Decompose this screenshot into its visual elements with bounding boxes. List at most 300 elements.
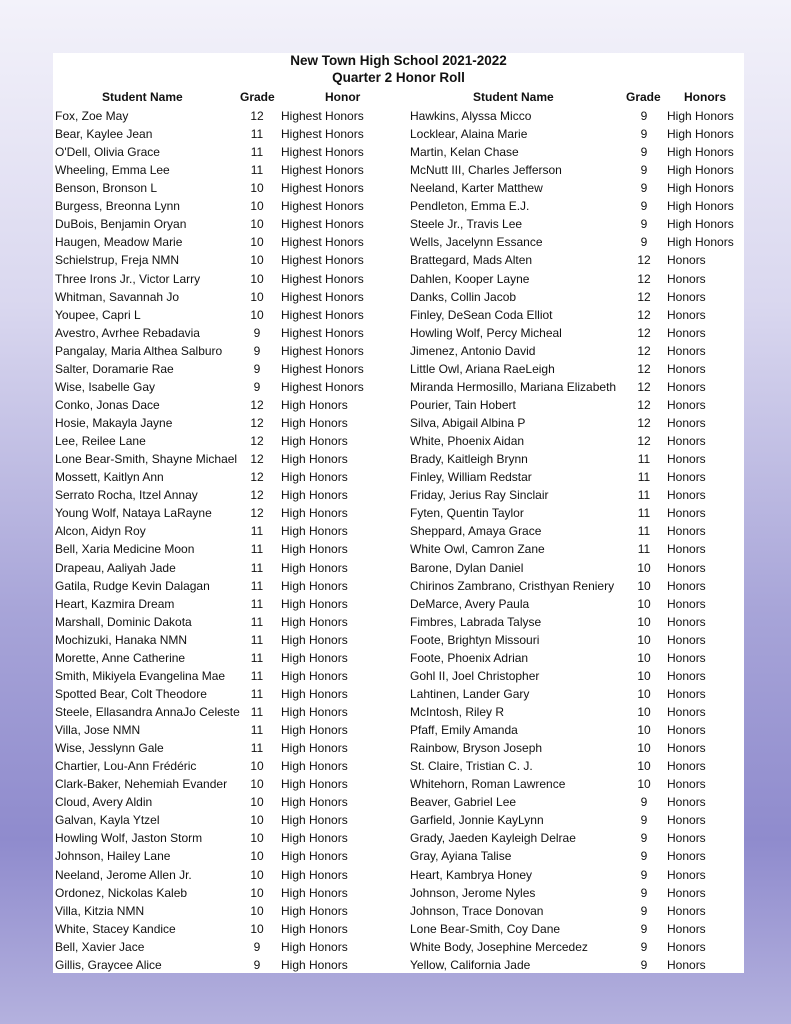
student-name-left: Salter, Doramarie Rae xyxy=(55,361,174,376)
honor-left: High Honors xyxy=(281,704,348,719)
student-name-right: Martin, Kelan Chase xyxy=(410,145,519,160)
student-name-left: Mochizuki, Hanaka NMN xyxy=(55,632,188,647)
honor-right: Honors xyxy=(667,560,706,575)
honor-right: Honors xyxy=(667,488,706,503)
student-name-left: Youpee, Capri L xyxy=(55,307,141,322)
grade-left: 12 xyxy=(250,470,264,485)
student-name-right: Beaver, Gabriel Lee xyxy=(410,795,517,810)
table-row xyxy=(53,450,744,468)
student-name-right: Lahtinen, Lander Gary xyxy=(410,686,530,701)
honor-left: High Honors xyxy=(281,614,348,629)
honor-left: High Honors xyxy=(281,632,348,647)
student-name-left: Villa, Kitzia NMN xyxy=(55,903,145,918)
grade-right: 10 xyxy=(637,777,651,792)
grade-left: 11 xyxy=(250,723,264,738)
honor-right: Honors xyxy=(667,795,706,810)
table-row xyxy=(53,902,744,920)
table-row xyxy=(53,215,744,233)
grade-right: 11 xyxy=(637,506,651,521)
honor-right: Honors xyxy=(667,831,706,846)
honor-right: High Honors xyxy=(667,127,734,142)
grade-right: 12 xyxy=(637,397,651,412)
table-row xyxy=(53,559,744,577)
honor-left: Highest Honors xyxy=(281,127,364,142)
honor-left: High Honors xyxy=(281,741,348,756)
table-row xyxy=(53,685,744,703)
table-row xyxy=(53,775,744,793)
table-row xyxy=(53,595,744,613)
student-name-right: Pendleton, Emma E.J. xyxy=(410,199,530,214)
table-row xyxy=(53,197,744,215)
grade-right: 10 xyxy=(637,759,651,774)
honor-right: Honors xyxy=(667,289,706,304)
grade-right: 9 xyxy=(640,109,648,123)
student-name-right: Foote, Brightyn Missouri xyxy=(410,632,540,647)
honor-left: High Honors xyxy=(281,813,348,828)
table-row xyxy=(53,143,744,161)
student-name-left: Clark-Baker, Nehemiah Evander xyxy=(55,777,228,792)
student-name-left: DuBois, Benjamin Oryan xyxy=(55,217,187,232)
student-name-right: Finley, William Redstar xyxy=(410,470,532,485)
table-row xyxy=(53,306,744,324)
student-name-right: Brattegard, Mads Alten xyxy=(410,253,533,268)
header-grade-right: Grade xyxy=(626,90,661,104)
grade-right: 10 xyxy=(637,614,651,629)
honor-right: Honors xyxy=(667,578,706,593)
honor-left: Highest Honors xyxy=(281,235,364,250)
grade-left: 9 xyxy=(253,343,261,358)
table-row xyxy=(53,414,744,432)
honor-left: High Honors xyxy=(281,650,348,665)
student-name-right: Friday, Jerius Ray Sinclair xyxy=(410,488,549,503)
grade-left: 12 xyxy=(250,109,264,123)
table-row xyxy=(53,956,744,974)
grade-right: 10 xyxy=(637,632,651,647)
honor-left: High Honors xyxy=(281,506,348,521)
student-name-left: Wheeling, Emma Lee xyxy=(55,163,170,178)
honor-left: Highest Honors xyxy=(281,181,364,196)
grade-left: 10 xyxy=(250,921,264,936)
student-name-left: Bell, Xavier Jace xyxy=(55,939,145,954)
table-row xyxy=(53,396,744,414)
grade-left: 10 xyxy=(250,289,264,304)
student-name-left: Chartier, Lou-Ann Frédéric xyxy=(55,759,197,774)
student-name-left: Fox, Zoe May xyxy=(55,109,129,123)
student-name-right: Sheppard, Amaya Grace xyxy=(410,524,542,539)
honor-right: Honors xyxy=(667,741,706,756)
student-name-left: Gillis, Graycee Alice xyxy=(55,957,162,972)
honor-left: High Honors xyxy=(281,668,348,683)
student-name-left: Steele, Ellasandra AnnaJo Celeste xyxy=(55,704,240,719)
document-subtitle: Quarter 2 Honor Roll xyxy=(332,70,465,85)
grade-right: 10 xyxy=(637,668,651,683)
grade-right: 9 xyxy=(640,181,648,196)
table-row xyxy=(53,107,744,125)
honor-right: High Honors xyxy=(667,181,734,196)
student-name-right: DeMarce, Avery Paula xyxy=(410,596,530,611)
student-name-right: White Owl, Camron Zane xyxy=(410,542,545,557)
grade-right: 10 xyxy=(637,704,651,719)
grade-left: 10 xyxy=(250,217,264,232)
grade-right: 10 xyxy=(637,578,651,593)
grade-left: 11 xyxy=(250,668,264,683)
grade-right: 11 xyxy=(637,542,651,557)
grade-left: 11 xyxy=(250,163,264,178)
grade-left: 10 xyxy=(250,271,264,286)
table-row xyxy=(53,631,744,649)
honor-right: Honors xyxy=(667,813,706,828)
honor-left: High Honors xyxy=(281,903,348,918)
grade-right: 12 xyxy=(637,361,651,376)
honor-left: High Honors xyxy=(281,560,348,575)
honor-right: High Honors xyxy=(667,163,734,178)
honor-left: High Honors xyxy=(281,957,348,972)
grade-left: 12 xyxy=(250,434,264,449)
grade-right: 11 xyxy=(637,470,651,485)
honor-right: Honors xyxy=(667,921,706,936)
grade-right: 12 xyxy=(637,434,651,449)
student-name-right: Johnson, Trace Donovan xyxy=(410,903,544,918)
document-title: New Town High School 2021-2022 xyxy=(290,53,507,68)
table-row xyxy=(53,667,744,685)
student-name-right: Fyten, Quentin Taylor xyxy=(410,506,524,521)
grade-right: 12 xyxy=(637,416,651,431)
student-name-right: Gohl II, Joel Christopher xyxy=(410,668,540,683)
honor-left: High Honors xyxy=(281,723,348,738)
student-name-left: Avestro, Avrhee Rebadavia xyxy=(55,325,200,340)
student-name-right: Finley, DeSean Coda Elliot xyxy=(410,307,553,322)
student-name-left: Galvan, Kayla Ytzel xyxy=(55,813,160,828)
student-name-left: Mossett, Kaitlyn Ann xyxy=(55,470,164,485)
student-name-left: Villa, Jose NMN xyxy=(55,723,141,738)
honor-right: Honors xyxy=(667,885,706,900)
honor-right: Honors xyxy=(667,849,706,864)
table-row xyxy=(53,432,744,450)
honor-right: Honors xyxy=(667,777,706,792)
honor-left: High Honors xyxy=(281,759,348,774)
honor-roll-sheet xyxy=(53,53,744,973)
student-name-right: Danks, Collin Jacob xyxy=(410,289,517,304)
student-name-left: Cloud, Avery Aldin xyxy=(55,795,153,810)
grade-left: 10 xyxy=(250,831,264,846)
honor-left: Highest Honors xyxy=(281,379,364,394)
honor-left: Highest Honors xyxy=(281,145,364,160)
honor-left: High Honors xyxy=(281,452,348,467)
honor-left: High Honors xyxy=(281,831,348,846)
grade-left: 12 xyxy=(250,416,264,431)
honor-right: Honors xyxy=(667,307,706,322)
grade-left: 11 xyxy=(250,524,264,539)
grade-left: 10 xyxy=(250,813,264,828)
student-name-right: Whitehorn, Roman Lawrence xyxy=(410,777,566,792)
student-name-left: Spotted Bear, Colt Theodore xyxy=(55,686,207,701)
student-name-left: Pangalay, Maria Althea Salburo xyxy=(55,343,223,358)
table-row xyxy=(53,161,744,179)
student-name-right: McIntosh, Riley R xyxy=(410,704,505,719)
honor-right: Honors xyxy=(667,542,706,557)
honor-left: High Honors xyxy=(281,434,348,449)
student-name-right: Barone, Dylan Daniel xyxy=(410,560,524,575)
student-name-left: Lone Bear-Smith, Shayne Michael xyxy=(55,452,238,467)
student-name-right: Pfaff, Emily Amanda xyxy=(410,723,518,738)
honor-right: High Honors xyxy=(667,199,734,214)
student-name-left: Bell, Xaria Medicine Moon xyxy=(55,542,195,557)
student-name-right: Silva, Abigail Albina P xyxy=(410,416,526,431)
table-row xyxy=(53,829,744,847)
grade-left: 10 xyxy=(250,307,264,322)
grade-left: 10 xyxy=(250,777,264,792)
grade-left: 12 xyxy=(250,397,264,412)
grade-left: 9 xyxy=(253,379,261,394)
grade-right: 9 xyxy=(640,885,648,900)
student-name-right: Chirinos Zambrano, Cristhyan Reniery xyxy=(410,578,615,593)
honor-right: Honors xyxy=(667,723,706,738)
grade-left: 11 xyxy=(250,560,264,575)
honor-right: Honors xyxy=(667,271,706,286)
student-name-left: Alcon, Aidyn Roy xyxy=(55,524,146,539)
student-name-left: Neeland, Jerome Allen Jr. xyxy=(55,867,192,882)
grade-left: 11 xyxy=(250,741,264,756)
student-name-right: Jimenez, Antonio David xyxy=(410,343,536,358)
student-name-left: Lee, Reilee Lane xyxy=(55,434,146,449)
table-row xyxy=(53,649,744,667)
grade-right: 12 xyxy=(637,271,651,286)
student-name-right: Grady, Jaeden Kayleigh Delrae xyxy=(410,831,576,846)
student-name-right: Neeland, Karter Matthew xyxy=(410,181,543,196)
table-row xyxy=(53,920,744,938)
student-name-right: Wells, Jacelynn Essance xyxy=(410,235,543,250)
honor-left: High Honors xyxy=(281,416,348,431)
student-name-right: Little Owl, Ariana RaeLeigh xyxy=(410,361,555,376)
grade-left: 10 xyxy=(250,253,264,268)
honor-right: High Honors xyxy=(667,145,734,160)
student-name-left: Howling Wolf, Jaston Storm xyxy=(55,831,203,846)
student-name-left: Three Irons Jr., Victor Larry xyxy=(55,271,201,286)
header-honors-right: Honors xyxy=(684,90,726,104)
student-name-left: Serrato Rocha, Itzel Annay xyxy=(55,488,198,503)
grade-left: 10 xyxy=(250,885,264,900)
student-name-left: Drapeau, Aaliyah Jade xyxy=(55,560,176,575)
header-honor-left: Honor xyxy=(325,90,361,104)
honor-left: Highest Honors xyxy=(281,343,364,358)
grade-left: 12 xyxy=(250,506,264,521)
grade-left: 11 xyxy=(250,650,264,665)
student-name-right: Hawkins, Alyssa Micco xyxy=(410,109,532,123)
grade-right: 10 xyxy=(637,741,651,756)
grade-left: 11 xyxy=(250,632,264,647)
grade-right: 9 xyxy=(640,921,648,936)
table-row xyxy=(53,360,744,378)
honor-right: Honors xyxy=(667,867,706,882)
student-name-right: Johnson, Jerome Nyles xyxy=(410,885,536,900)
grade-right: 9 xyxy=(640,145,648,160)
student-name-right: White Body, Josephine Mercedez xyxy=(410,939,588,954)
grade-right: 12 xyxy=(637,289,651,304)
honor-right: Honors xyxy=(667,957,706,972)
grade-right: 12 xyxy=(637,253,651,268)
table-row xyxy=(53,793,744,811)
student-name-right: Gray, Ayiana Talise xyxy=(410,849,512,864)
student-name-left: White, Stacey Kandice xyxy=(55,921,176,936)
header-student-name-right: Student Name xyxy=(473,90,554,104)
grade-right: 9 xyxy=(640,813,648,828)
student-name-right: St. Claire, Tristian C. J. xyxy=(410,759,533,774)
honor-right: Honors xyxy=(667,452,706,467)
student-name-left: Young Wolf, Nataya LaRayne xyxy=(55,506,212,521)
table-row xyxy=(53,486,744,504)
student-name-right: Rainbow, Bryson Joseph xyxy=(410,741,543,756)
honor-right: Honors xyxy=(667,686,706,701)
student-name-right: Locklear, Alaina Marie xyxy=(410,127,528,142)
grade-left: 11 xyxy=(250,614,264,629)
honor-left: Highest Honors xyxy=(281,307,364,322)
student-name-right: Steele Jr., Travis Lee xyxy=(410,217,523,232)
student-name-left: Benson, Bronson L xyxy=(55,181,158,196)
student-name-right: McNutt III, Charles Jefferson xyxy=(410,163,562,178)
honor-right: Honors xyxy=(667,939,706,954)
table-row xyxy=(53,324,744,342)
grade-right: 10 xyxy=(637,723,651,738)
table-row xyxy=(53,270,744,288)
grade-right: 9 xyxy=(640,867,648,882)
student-name-left: Burgess, Breonna Lynn xyxy=(55,199,180,214)
grade-right: 9 xyxy=(640,163,648,178)
student-name-left: Morette, Anne Catherine xyxy=(55,650,186,665)
grade-left: 12 xyxy=(250,488,264,503)
grade-left: 9 xyxy=(253,361,261,376)
honor-right: Honors xyxy=(667,903,706,918)
honor-left: High Honors xyxy=(281,849,348,864)
grade-left: 11 xyxy=(250,145,264,160)
grade-right: 10 xyxy=(637,560,651,575)
grade-left: 9 xyxy=(253,325,261,340)
honor-left: High Honors xyxy=(281,397,348,412)
honor-right: Honors xyxy=(667,397,706,412)
student-name-right: Howling Wolf, Percy Micheal xyxy=(410,325,562,340)
grade-left: 11 xyxy=(250,686,264,701)
table-row xyxy=(53,847,744,865)
honor-left: High Honors xyxy=(281,885,348,900)
grade-left: 11 xyxy=(250,127,264,142)
honor-left: Highest Honors xyxy=(281,289,364,304)
table-row xyxy=(53,251,744,269)
grade-left: 11 xyxy=(250,578,264,593)
grade-right: 11 xyxy=(637,488,651,503)
honor-right: High Honors xyxy=(667,235,734,250)
honor-right: Honors xyxy=(667,614,706,629)
honor-left: High Honors xyxy=(281,921,348,936)
grade-left: 10 xyxy=(250,903,264,918)
honor-right: Honors xyxy=(667,668,706,683)
grade-left: 12 xyxy=(250,452,264,467)
grade-right: 10 xyxy=(637,686,651,701)
honor-left: Highest Honors xyxy=(281,361,364,376)
honor-left: High Honors xyxy=(281,686,348,701)
student-name-right: Foote, Phoenix Adrian xyxy=(410,650,529,665)
grade-right: 12 xyxy=(637,343,651,358)
grade-right: 10 xyxy=(637,596,651,611)
honor-right: Honors xyxy=(667,650,706,665)
table-row xyxy=(53,504,744,522)
student-name-right: Yellow, California Jade xyxy=(410,957,531,972)
student-name-right: Miranda Hermosillo, Mariana Elizabeth xyxy=(410,379,617,394)
grade-right: 12 xyxy=(637,307,651,322)
grade-left: 10 xyxy=(250,235,264,250)
student-name-left: Schielstrup, Freja NMN xyxy=(55,253,180,268)
honor-left: Highest Honors xyxy=(281,325,364,340)
table-row xyxy=(53,757,744,775)
student-name-right: Fimbres, Labrada Talyse xyxy=(410,614,542,629)
honor-right: Honors xyxy=(667,343,706,358)
table-row xyxy=(53,540,744,558)
table-row xyxy=(53,739,744,757)
student-name-left: Whitman, Savannah Jo xyxy=(55,289,180,304)
honor-right: Honors xyxy=(667,434,706,449)
honor-right: Honors xyxy=(667,361,706,376)
grade-left: 11 xyxy=(250,704,264,719)
honor-right: Honors xyxy=(667,506,706,521)
grade-left: 10 xyxy=(250,759,264,774)
student-name-right: Brady, Kaitleigh Brynn xyxy=(410,452,528,467)
student-name-left: Conko, Jonas Dace xyxy=(55,397,160,412)
table-row xyxy=(53,811,744,829)
student-name-left: Wise, Isabelle Gay xyxy=(55,379,156,394)
honor-right: Honors xyxy=(667,524,706,539)
table-row xyxy=(53,179,744,197)
honor-left: High Honors xyxy=(281,488,348,503)
table-row xyxy=(53,522,744,540)
grade-right: 9 xyxy=(640,795,648,810)
table-row xyxy=(53,721,744,739)
honor-right: Honors xyxy=(667,470,706,485)
table-row xyxy=(53,938,744,956)
student-name-right: White, Phoenix Aidan xyxy=(410,434,525,449)
student-name-left: Hosie, Makayla Jayne xyxy=(55,416,173,431)
grade-left: 9 xyxy=(253,957,261,972)
student-name-left: Haugen, Meadow Marie xyxy=(55,235,183,250)
table-row xyxy=(53,125,744,143)
honor-right: Honors xyxy=(667,325,706,340)
grade-left: 10 xyxy=(250,849,264,864)
grade-right: 9 xyxy=(640,217,648,232)
student-name-left: Ordonez, Nickolas Kaleb xyxy=(55,885,188,900)
honor-left: High Honors xyxy=(281,470,348,485)
grade-left: 10 xyxy=(250,867,264,882)
honor-left: Highest Honors xyxy=(281,253,364,268)
grade-left: 10 xyxy=(250,795,264,810)
honor-right: Honors xyxy=(667,759,706,774)
student-name-left: Marshall, Dominic Dakota xyxy=(55,614,192,629)
honor-left: Highest Honors xyxy=(281,217,364,232)
grade-right: 9 xyxy=(640,939,648,954)
honor-right: High Honors xyxy=(667,217,734,232)
student-name-right: Pourier, Tain Hobert xyxy=(410,397,516,412)
student-name-left: Smith, Mikiyela Evangelina Mae xyxy=(55,668,226,683)
honor-right: Honors xyxy=(667,596,706,611)
grade-right: 9 xyxy=(640,127,648,142)
grade-right: 11 xyxy=(637,524,651,539)
table-row xyxy=(53,233,744,251)
honor-right: Honors xyxy=(667,632,706,647)
honor-right: Honors xyxy=(667,379,706,394)
grade-right: 9 xyxy=(640,199,648,214)
student-name-left: Johnson, Hailey Lane xyxy=(55,849,171,864)
honor-right: Honors xyxy=(667,416,706,431)
student-name-right: Garfield, Jonnie KayLynn xyxy=(410,813,544,828)
honor-left: High Honors xyxy=(281,542,348,557)
honor-right: Honors xyxy=(667,253,706,268)
grade-right: 9 xyxy=(640,831,648,846)
